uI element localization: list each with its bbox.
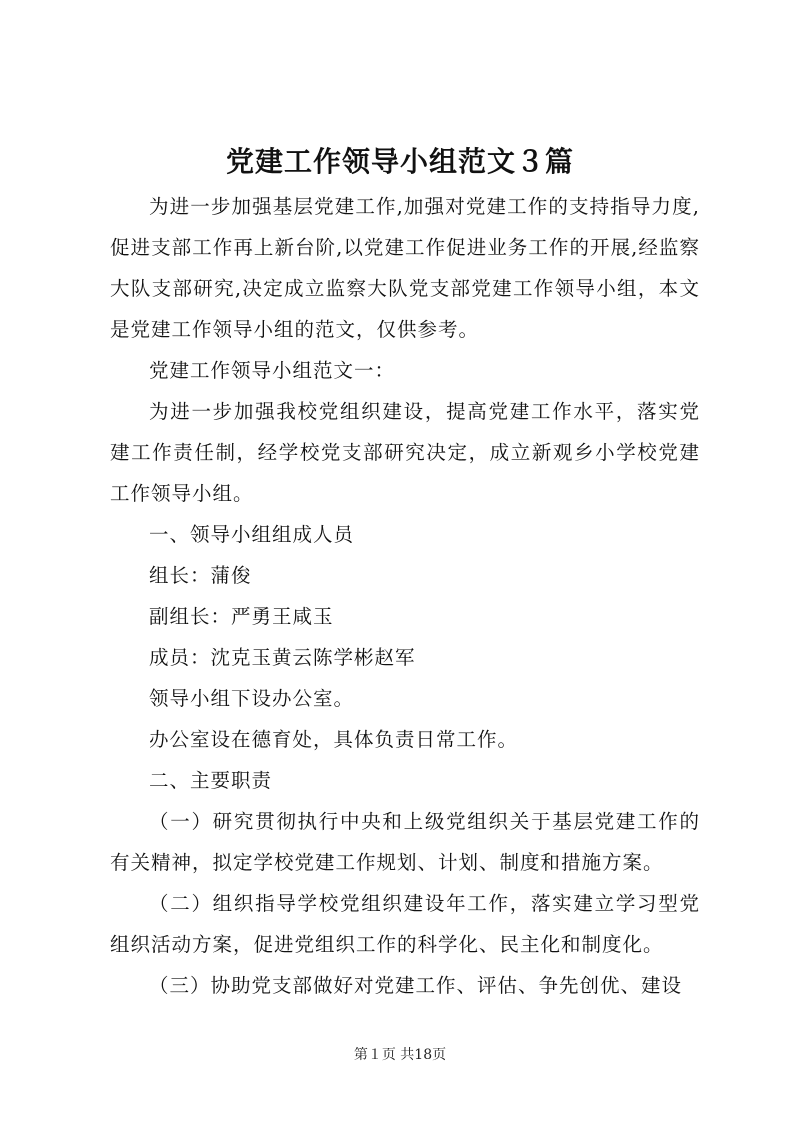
document-body <box>110 186 700 1006</box>
paragraph: （三）协助党支部做好对党建工作、评估、争先创优、建设 <box>149 974 683 997</box>
paragraph: 组长：蒲俊 <box>149 564 252 587</box>
paragraph: （二）组织指导学校党组织建设年工作，落实建立学习型党组织活动方案，促进党组织工作的科学化、民主化和制度化。 <box>110 892 700 956</box>
page-footer: 第１页 共18页 <box>353 1047 447 1063</box>
paragraph: 党建工作领导小组范文一： <box>149 359 396 382</box>
paragraph: 为进一步加强基层党建工作,加强对党建工作的支持指导力度,促进支部工作再上新台阶,以党建工作促进业务工作的开展,经监察大队支部研究,决定成立监察大队党支部党建工作领导小组，本文是党建工作领导小组的范文，仅供参考。 <box>110 195 700 341</box>
section-heading: 一、领导小组组成人员 <box>149 523 355 546</box>
document-title: 党建工作领导小组范文３篇 <box>225 145 574 178</box>
section-heading: 二、主要职责 <box>149 769 273 792</box>
paragraph: 为进一步加强我校党组织建设，提高党建工作水平，落实党建工作责任制，经学校党支部研究决定，成立新观乡小学校党建工作领导小组。 <box>110 400 700 505</box>
paragraph: （一）研究贯彻执行中央和上级党组织关于基层党建工作的有关精神，拟定学校党建工作规划、计划、制度和措施方案。 <box>110 810 700 874</box>
paragraph: 成员：沈克玉黄云陈学彬赵军 <box>149 646 416 669</box>
paragraph: 领导小组下设办公室。 <box>149 687 355 710</box>
paragraph: 办公室设在德育处，具体负责日常工作。 <box>149 728 519 751</box>
paragraph: 副组长：严勇王咸玉 <box>149 605 334 628</box>
